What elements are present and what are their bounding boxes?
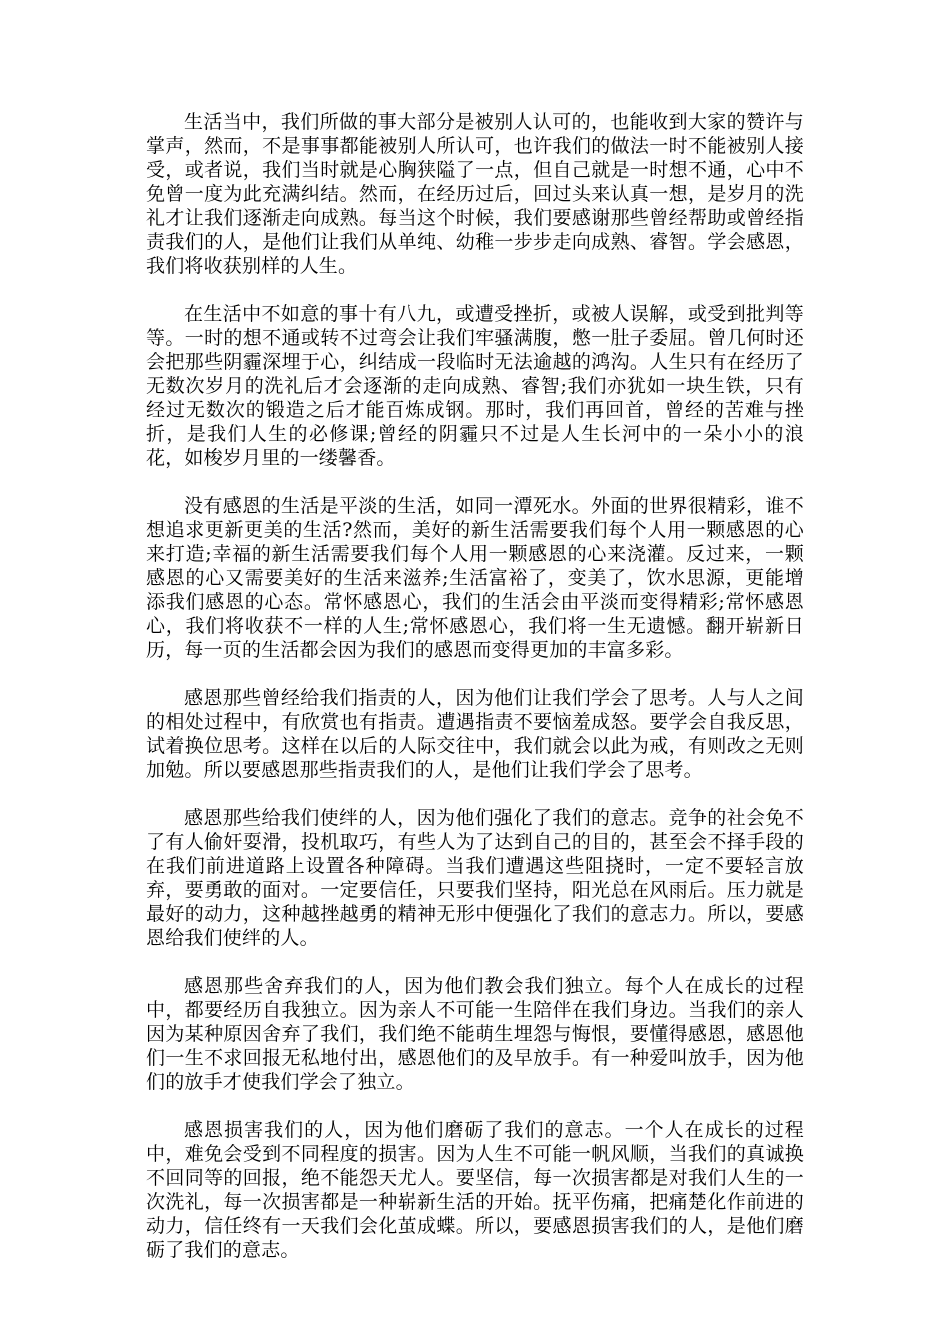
paragraph-4: 感恩那些曾经给我们指责的人，因为他们让我们学会了思考。人与人之间的相处过程中，有欣赏也有指责。遭遇指责不要恼羞成怒。要学会自我反思，试着换位思考。这样在以后的人际交往中，我们就会以此为戒，有则改之无则加勉。所以要感恩那些指责我们的人，是他们让我们学会了思考。 [146, 687, 804, 781]
document-body [146, 110, 804, 1286]
paragraph-2: 在生活中不如意的事十有八九，或遭受挫折，或被人误解，或受到批判等等。一时的想不通或转不过弯会让我们牢骚满腹，憋一肚子委屈。曾几何时还会把那些阴霾深埋于心，纠结成一段临时无法逾越的鸿沟。人生只有在经历了无数次岁月的洗礼后才会逐渐的走向成熟、睿智;我们亦犹如一块生铁，只有经过无数次的锻造之后才能百炼成钢。那时，我们再回首，曾经的苦难与挫折，是我们人生的必修课;曾经的阴霾只不过是人生长河中的一朵小小的浪花，如梭岁月里的一缕馨香。 [146, 303, 804, 469]
paragraph-1: 生活当中，我们所做的事大部分是被别人认可的，也能收到大家的赞许与掌声，然而，不是事事都能被别人所认可，也许我们的做法一时不能被别人接受，或者说，我们当时就是心胸狭隘了一点，但自己就是一时想不通，心中不免曾一度为此充满纠结。然而，在经历过后，回过头来认真一想，是岁月的洗礼才让我们逐渐走向成熟。每当这个时候，我们要感谢那些曾经帮助或曾经指责我们的人，是他们让我们从单纯、幼稚一步步走向成熟、睿智。学会感恩，我们将收获别样的人生。 [146, 111, 804, 277]
paragraph-7: 感恩损害我们的人，因为他们磨砺了我们的意志。一个人在成长的过程中，难免会受到不同程度的损害。因为人生不可能一帆风顺，当我们的真诚换不回同等的回报，绝不能怨天尤人。要坚信，每一次损害都是对我们人生的一次洗礼，每一次损害都是一种崭新生活的开始。抚平伤痛，把痛楚化作前进的动力，信任终有一天我们会化茧成蝶。所以，要感恩损害我们的人，是他们磨砺了我们的意志。 [146, 1119, 804, 1261]
paragraph-5: 感恩那些给我们使绊的人，因为他们强化了我们的意志。竞争的社会免不了有人偷奸耍滑，投机取巧，有些人为了达到自己的目的，甚至会不择手段的在我们前进道路上设置各种障碍。当我们遭遇这些阻挠时，一定不要轻言放弃，要勇敢的面对。一定要信任，只要我们坚持，阳光总在风雨后。压力就是最好的动力，这种越挫越勇的精神无形中便强化了我们的意志力。所以，要感恩给我们使绊的人。 [146, 807, 804, 949]
paragraph-6: 感恩那些舍弃我们的人，因为他们教会我们独立。每个人在成长的过程中，都要经历自我独立。因为亲人不可能一生陪伴在我们身边。当我们的亲人因为某种原因舍弃了我们，我们绝不能萌生埋怨与悔恨，要懂得感恩，感恩他们一生不求回报无私地付出，感恩他们的及早放手。有一种爱叫放手，因为他们的放手才使我们学会了独立。 [146, 975, 804, 1093]
paragraph-3: 没有感恩的生活是平淡的生活，如同一潭死水。外面的世界很精彩，谁不想追求更新更美的生活?然而，美好的新生活需要我们每个人用一颗感恩的心来打造;幸福的新生活需要我们每个人用一颗感恩的心来浇灌。反过来，一颗感恩的心又需要美好的生活来滋养;生活富裕了，变美了，饮水思源，更能增添我们感恩的心态。常怀感恩心，我们的生活会由平淡而变得精彩;常怀感恩心，我们将收获不一样的人生;常怀感恩心，我们将一生无遗憾。翻开崭新日历，每一页的生活都会因为我们的感恩而变得更加的丰富多彩。 [146, 495, 804, 661]
